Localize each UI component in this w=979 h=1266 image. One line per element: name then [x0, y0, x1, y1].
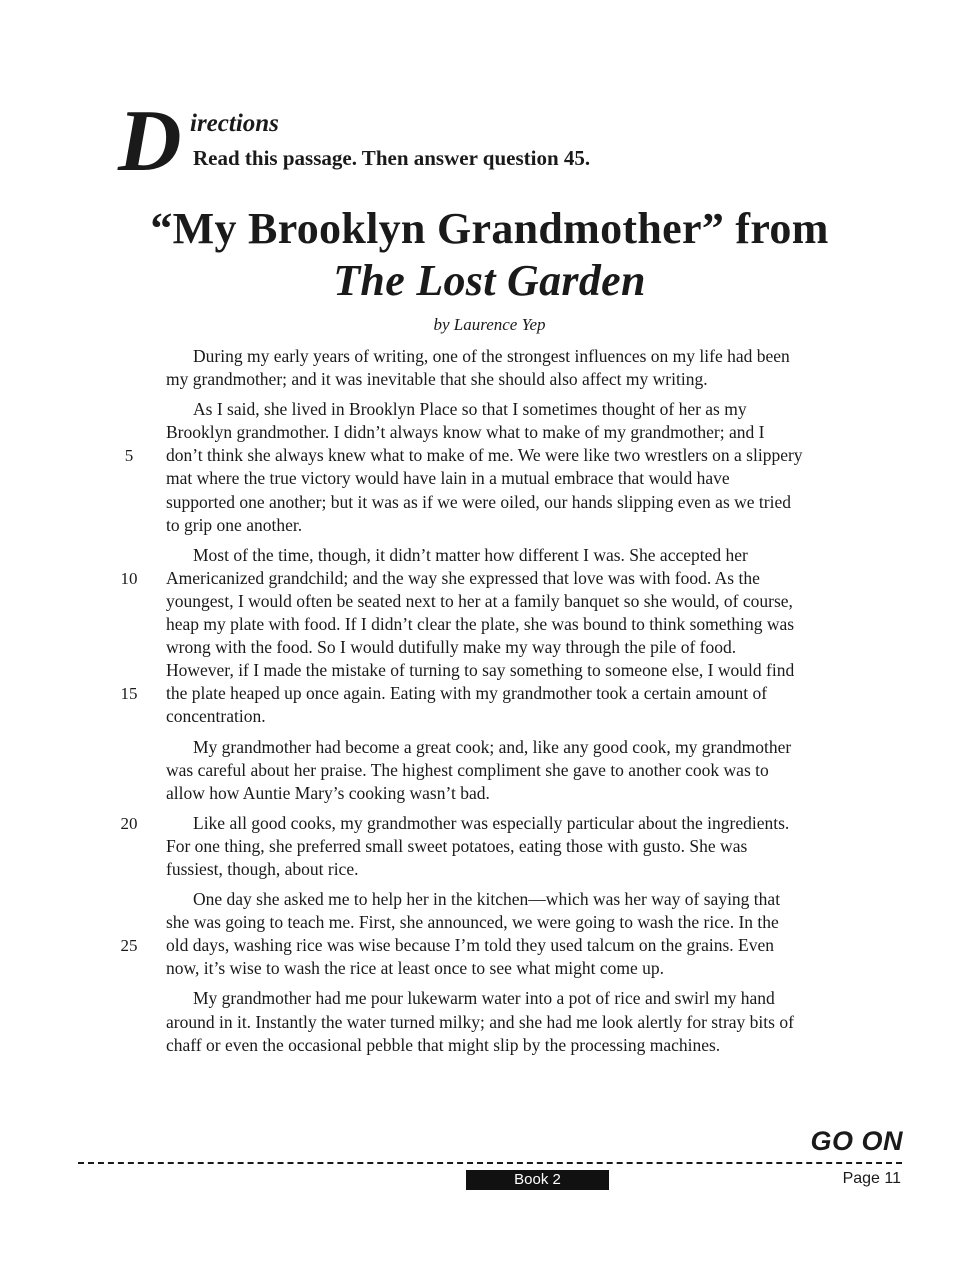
line-text: mat where the true victory would have lain in a mutual embrace that would have — [166, 468, 730, 489]
paragraph — [124, 398, 866, 537]
paragraph — [120, 888, 866, 980]
line-text: my grandmother; and it was inevitable that she should also affect my writing. — [166, 369, 708, 390]
passage-line — [166, 858, 866, 881]
line-text: My grandmother had me pour lukewarm water into a pot of rice and swirl my hand — [193, 988, 775, 1009]
line-text: heap my plate with food. If I didn’t clear the plate, she was bound to think something was — [166, 614, 795, 635]
passage-line — [166, 835, 866, 858]
line-number: 15 — [120, 684, 138, 704]
line-number: 25 — [120, 936, 138, 956]
line-text: concentration. — [166, 706, 266, 727]
passage-line — [166, 514, 866, 537]
paragraph — [120, 812, 866, 881]
line-text: chaff or even the occasional pebble that might slip by the processing machines. — [166, 1034, 721, 1055]
line-text: During my early years of writing, one of the strongest influences on my life had been — [193, 346, 790, 366]
passage-line — [166, 1011, 866, 1034]
line-text: allow how Auntie Mary’s cooking wasn’t bad. — [166, 782, 490, 803]
byline: by Laurence Yep — [433, 315, 546, 334]
passage-line — [166, 659, 866, 682]
line-text: Brooklyn grandmother. I didn’t always know what to make of my grandmother; and I — [166, 422, 765, 443]
passage-line — [166, 957, 866, 980]
passage-line — [166, 613, 866, 636]
passage-body — [120, 345, 866, 1064]
passage-line — [166, 1034, 866, 1057]
line-number: 5 — [124, 446, 134, 466]
line-text: However, if I made the mistake of turning to say something to someone else, I would find — [166, 660, 795, 681]
page-number: Page 11 — [842, 1170, 901, 1187]
line-text: she was going to teach me. First, she announced, we were going to wash the rice. In the — [166, 912, 779, 933]
line-text: Like all good cooks, my grandmother was especially particular about the ingredients. — [193, 812, 790, 833]
line-text: As I said, she lived in Brooklyn Place so that I sometimes thought of her as my — [193, 399, 747, 420]
passage-line — [166, 987, 866, 1010]
line-text: Most of the time, though, it didn’t matter how different I was. She accepted her — [193, 544, 748, 565]
passage-line — [166, 345, 866, 368]
book-label: Book 2 — [466, 1170, 609, 1190]
passage-line — [120, 812, 866, 835]
passage-line — [166, 911, 866, 934]
directions-heading: irections — [190, 110, 279, 137]
line-text: wrong with the food. So I would dutifully make my way through the pile of food. — [166, 637, 737, 658]
passage-line — [166, 590, 866, 613]
line-number: 10 — [120, 568, 138, 588]
line-text: fussiest, though, about rice. — [166, 858, 359, 879]
line-text: was careful about her praise. The highest compliment she gave to another cook was to — [166, 759, 769, 780]
line-text: supported one another; but it was as if we were oiled, our hands slipping even as we tried — [166, 491, 791, 512]
passage-title: “My Brooklyn Grandmother” from — [150, 204, 829, 253]
line-text: the plate heaped up once again. Eating with my grandmother took a certain amount of — [166, 683, 768, 704]
directions-drop-cap: D — [118, 93, 182, 190]
passage-line — [166, 544, 866, 567]
line-text: around in it. Instantly the water turned milky; and she had me look alertly for stray bits of — [166, 1011, 794, 1032]
passage-line — [166, 782, 866, 805]
line-number: 20 — [120, 813, 138, 833]
paragraph — [166, 736, 866, 805]
paragraph — [166, 987, 866, 1056]
line-text: youngest, I would often be seated next to her at a family banquet so she would, of course, — [166, 590, 793, 611]
line-text: to grip one another. — [166, 514, 303, 535]
paragraph — [166, 345, 866, 391]
line-text: now, it’s wise to wash the rice at least once to see what might come up. — [166, 958, 664, 979]
passage-line — [120, 682, 866, 705]
passage-line — [120, 934, 866, 957]
passage-line — [166, 636, 866, 659]
passage-line — [166, 368, 866, 391]
directions-block — [118, 93, 818, 190]
passage-line — [120, 567, 866, 590]
passage-line — [166, 421, 866, 444]
passage-line — [166, 736, 866, 759]
passage-line — [166, 491, 866, 514]
line-text: One day she asked me to help her in the kitchen—which was her way of saying that — [193, 889, 781, 910]
passage-line — [166, 705, 866, 728]
go-on-label: GO ON — [810, 1126, 903, 1156]
passage-line — [166, 759, 866, 782]
passage-line — [166, 467, 866, 490]
passage-line — [166, 888, 866, 911]
line-text: Americanized grandchild; and the way she expressed that love was with food. As the — [166, 567, 760, 588]
line-text: For one thing, she preferred small sweet potatoes, eating those with gusto. She was — [166, 835, 748, 856]
passage-source-title: The Lost Garden — [333, 256, 646, 305]
passage-line — [124, 444, 866, 467]
paragraph — [120, 544, 866, 729]
passage-title-block — [0, 203, 979, 335]
line-text: don’t think she always knew what to make of me. We were like two wrestlers on a slippery — [166, 445, 803, 466]
line-text: My grandmother had become a great cook; and, like any good cook, my grandmother — [193, 736, 792, 757]
directions-instruction: Read this passage. Then answer question 45. — [193, 146, 591, 170]
line-text: old days, washing rice was wise because I’m told they used talcum on the grains. Even — [166, 935, 774, 956]
dashed-divider — [78, 1162, 902, 1164]
passage-line — [166, 398, 866, 421]
